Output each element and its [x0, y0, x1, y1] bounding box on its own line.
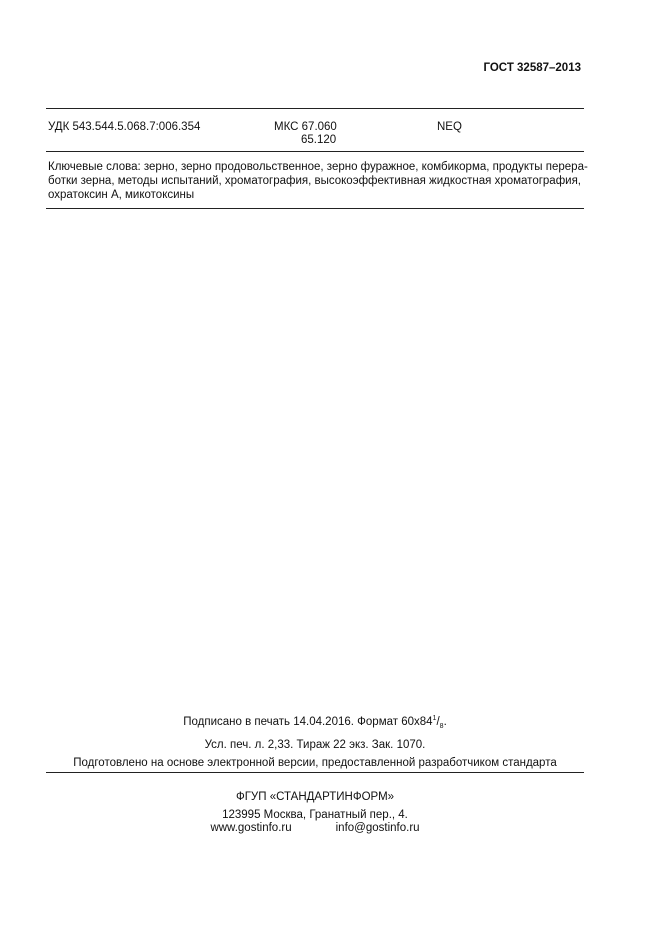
imprint-divider: [46, 772, 584, 773]
signed-suffix: .: [443, 716, 447, 728]
format-numerator: 1: [432, 715, 437, 722]
publisher-email[interactable]: info@gostinfo.ru: [335, 822, 420, 834]
mks-code-1: МКС 67.060: [274, 121, 337, 133]
publisher-name: ФГУП «СТАНДАРТИНФОРМ»: [235, 791, 395, 803]
signed-to-print: Подписано в печать 14.04.2016. Формат $60x84^1/_8$.: [183, 715, 447, 730]
udk-code: УДК 543.544.5.068.7:006.354: [48, 121, 201, 133]
format-denominator: 8: [439, 723, 444, 730]
keywords-line-1: Ключевые слова: зерно, зерно продовольственное, зерно фуражное, комбикорма, продукты перера-: [48, 161, 588, 173]
mks-code-2: 65.120: [301, 134, 337, 146]
top-divider: [46, 108, 584, 109]
keywords-line-2: ботки зерна, методы испытаний, хроматография, высокоэффективная жидкостная хроматография,: [48, 175, 582, 187]
publisher-contacts: [46, 822, 584, 834]
keywords-block: [48, 160, 588, 202]
keywords-line-3: охратоксин А, микотоксины: [48, 189, 195, 201]
prepared-note: Подготовлено на основе электронной версии, предоставленной разработчиком стандарта: [73, 757, 557, 769]
print-info: Усл. печ. л. 2,33. Тираж 22 экз. Зак. 1070.: [204, 739, 426, 751]
neq-marker: NEQ: [437, 121, 462, 133]
publisher-address: 123995 Москва, Гранатный пер., 4.: [222, 809, 408, 821]
classification-divider: [46, 151, 584, 152]
signed-text: Подписано в печать 14.04.2016. Формат 60x84: [183, 716, 433, 728]
keywords-divider: [46, 208, 584, 209]
publisher-website[interactable]: www.gostinfo.ru: [210, 822, 292, 834]
document-code: ГОСТ 32587–2013: [483, 62, 581, 74]
